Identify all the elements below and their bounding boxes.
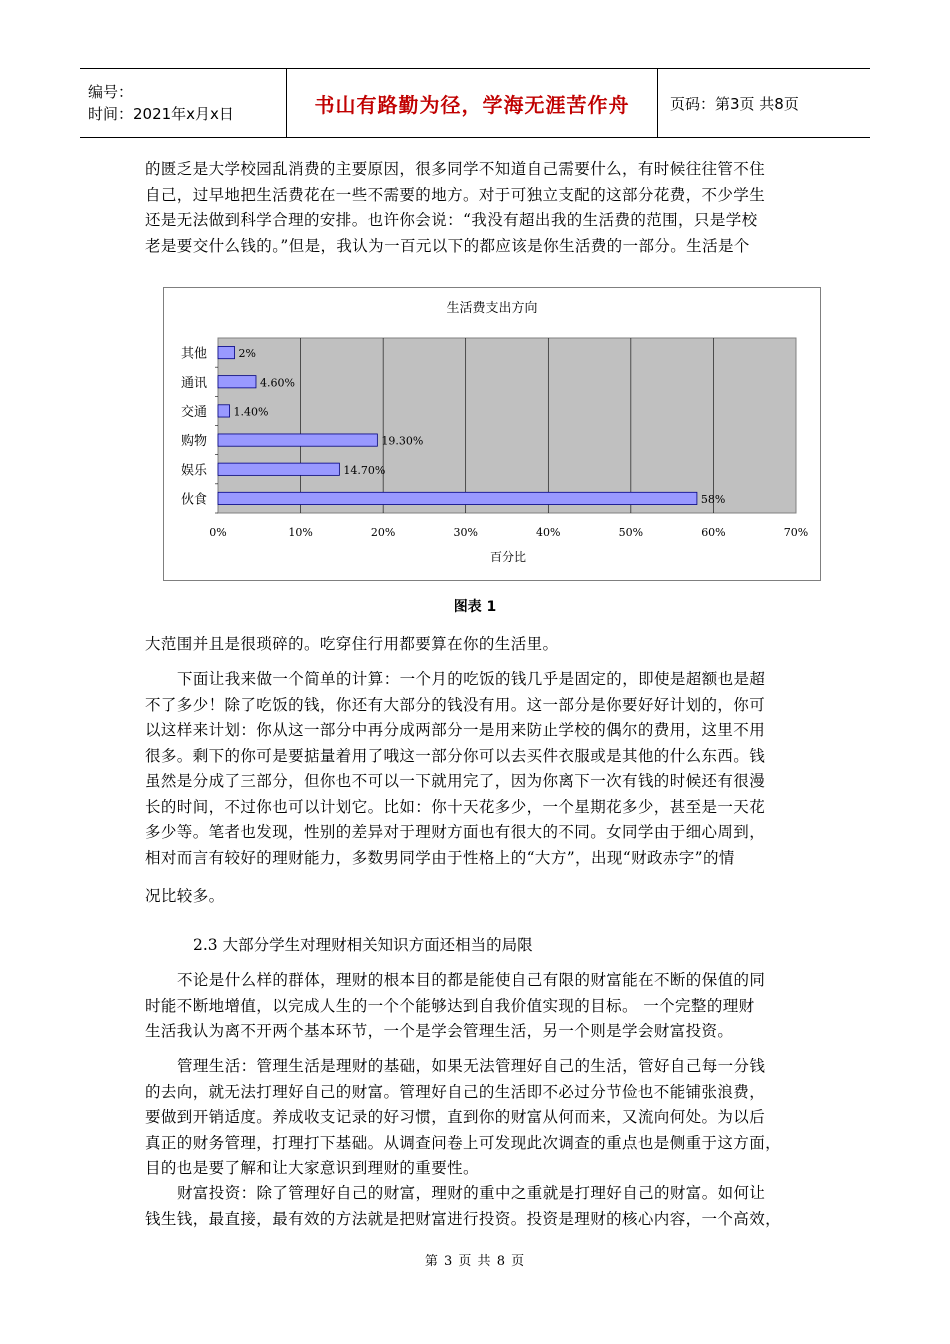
- text-line: 真正的财务管理，打理打下基础。从调查问卷上可发现此次调查的重点也是侧重于这方面，: [145, 1133, 782, 1152]
- bar: [218, 346, 235, 358]
- bar: [218, 463, 339, 475]
- page-footer: 第 3 页 共 8 页: [424, 1254, 526, 1269]
- data-label: 1.40%: [233, 405, 269, 419]
- data-label: 2%: [238, 347, 256, 361]
- text-line: 要做到开销适度。养成收支记录的好习惯，直到你的财富从何而来，又流向何处。为以后: [145, 1108, 766, 1126]
- data-label: 14.70%: [343, 463, 386, 477]
- text-line: 以这样来计划：你从这一部分中再分成两部分一是用来防止学校的偶尔的费用，这里不用: [145, 721, 766, 739]
- y-category-label: 伙食: [180, 492, 207, 508]
- text-line: 自己，过早地把生活费花在一些不需要的地方。对于可独立支配的这部分花费，不少学生: [145, 185, 766, 204]
- text-line: 老是要交什么钱的。”但是，我认为一百元以下的都应该是你生活费的一部分。生活是个: [145, 236, 750, 255]
- data-label: 19.30%: [381, 434, 424, 448]
- x-tick-label: 60%: [701, 526, 726, 539]
- paragraph-intro: [145, 157, 805, 259]
- data-label: 4.60%: [259, 376, 295, 390]
- data-label: 58%: [700, 492, 726, 506]
- x-tick-label: 40%: [536, 526, 561, 539]
- text-line: 的匮乏是大学校园乱消费的主要原因，很多同学不知道自己需要什么，有时候往往管不住: [145, 160, 766, 178]
- text-line: 多少等。笔者也发现，性别的差异对于理财方面也有很大的不同。女同学由于细心周到，: [145, 823, 766, 841]
- text-line: 下面让我来做一个简单的计算：一个月的吃饭的钱几乎是固定的，即使是超额也是超: [177, 670, 766, 688]
- paragraph-after-chart: [145, 632, 805, 658]
- y-category-label: 交通: [180, 404, 207, 420]
- text-line: 财富投资：除了管理好自己的财富，理财的重中之重就是打理好自己的财富。如何让: [177, 1184, 766, 1202]
- bar: [218, 376, 256, 388]
- text-line: 长的时间，不过你也可以计划它。比如：你十天花多少，一个星期花多少，甚至是一天花: [145, 797, 766, 816]
- text-line: 很多。剩下的你可是要掂量着用了哦这一部分你可以去买件衣服或是其他的什么东西。钱: [145, 746, 766, 765]
- text-line: 的去向，就无法打理好自己的财富。管理好自己的生活即不必过分节俭也不能铺张浪费，: [145, 1082, 766, 1101]
- text-line: 时能不断地增值，以完成人生的一个个能够达到自我价值实现的目标。 一个完整的理财: [145, 996, 755, 1015]
- chart-svg: [164, 288, 820, 580]
- bar: [218, 434, 377, 446]
- section-heading: 2.3 大部分学生对理财相关知识方面还相当的局限: [193, 936, 533, 954]
- chart-xlabel: 百分比: [489, 550, 527, 564]
- chart-title: 生活费支出方向: [446, 301, 538, 316]
- text-line: 管理生活：管理生活是理财的基础，如果无法管理好自己的生活，管好自己每一分钱: [177, 1057, 766, 1075]
- page-header: [80, 68, 870, 138]
- y-category-label: 通讯: [180, 375, 207, 391]
- paragraph-manage: [145, 1054, 805, 1182]
- x-tick-label: 0%: [209, 526, 227, 539]
- text-line: 还是无法做到科学合理的安排。也许你会说：“我没有超出我的生活费的范围，只是学校: [145, 211, 758, 229]
- plot-area: [218, 338, 796, 513]
- bar-chart: [163, 287, 821, 581]
- header-page-cell: [658, 69, 870, 137]
- header-motto: 书山有路勤为径，学海无涯苦作舟: [314, 92, 630, 117]
- bar: [218, 405, 230, 417]
- header-number: 编号：: [88, 83, 134, 101]
- header-page: 页码：第3页 共8页: [670, 94, 799, 113]
- x-tick-label: 30%: [453, 526, 478, 539]
- header-meta: [80, 69, 287, 137]
- text-line: 虽然是分成了三部分，但你也不可以一下就用完了，因为你离下一次有钱的时候还有很漫: [145, 772, 766, 790]
- paragraph-calculation: [145, 667, 805, 871]
- bar: [218, 492, 697, 504]
- text-line: 况比较多。: [145, 887, 225, 905]
- x-tick-label: 50%: [618, 526, 644, 539]
- figure-caption: 图表 1: [453, 599, 497, 615]
- paragraph-invest: [145, 1181, 805, 1232]
- x-tick-label: 10%: [288, 526, 313, 539]
- text-line: 目的也是要了解和让大家意识到理财的重要性。: [145, 1159, 479, 1177]
- text-line: 不论是什么样的群体，理财的根本目的都是能使自己有限的财富能在不断的保值的同: [177, 971, 766, 989]
- text-line: 生活我认为离不开两个基本环节，一个是学会管理生活，另一个则是学会财富投资。: [145, 1022, 734, 1040]
- text-line: 钱生钱，最直接，最有效的方法就是把财富进行投资。投资是理财的核心内容，一个高效，: [145, 1209, 782, 1228]
- header-motto-cell: [287, 69, 658, 137]
- x-tick-label: 70%: [783, 526, 809, 539]
- text-line: 大范围并且是很琐碎的。吃穿住行用都要算在你的生活里。: [145, 635, 559, 653]
- y-category-label: 购物: [180, 434, 207, 450]
- y-category-label: 娱乐: [180, 463, 207, 479]
- x-tick-label: 20%: [370, 526, 396, 539]
- y-category-label: 其他: [180, 346, 207, 362]
- header-time: 时间：2021年x月x日: [88, 105, 234, 123]
- text-line: 相对而言有较好的理财能力，多数男同学由于性格上的“大方”，出现“财政赤字”的情: [145, 848, 735, 867]
- paragraph-goal: [145, 968, 805, 1045]
- paragraph-calculation-end: [145, 884, 805, 910]
- text-line: 不了多少！除了吃饭的钱，你还有大部分的钱没有用。这一部分是你要好好计划的，你可: [145, 695, 766, 714]
